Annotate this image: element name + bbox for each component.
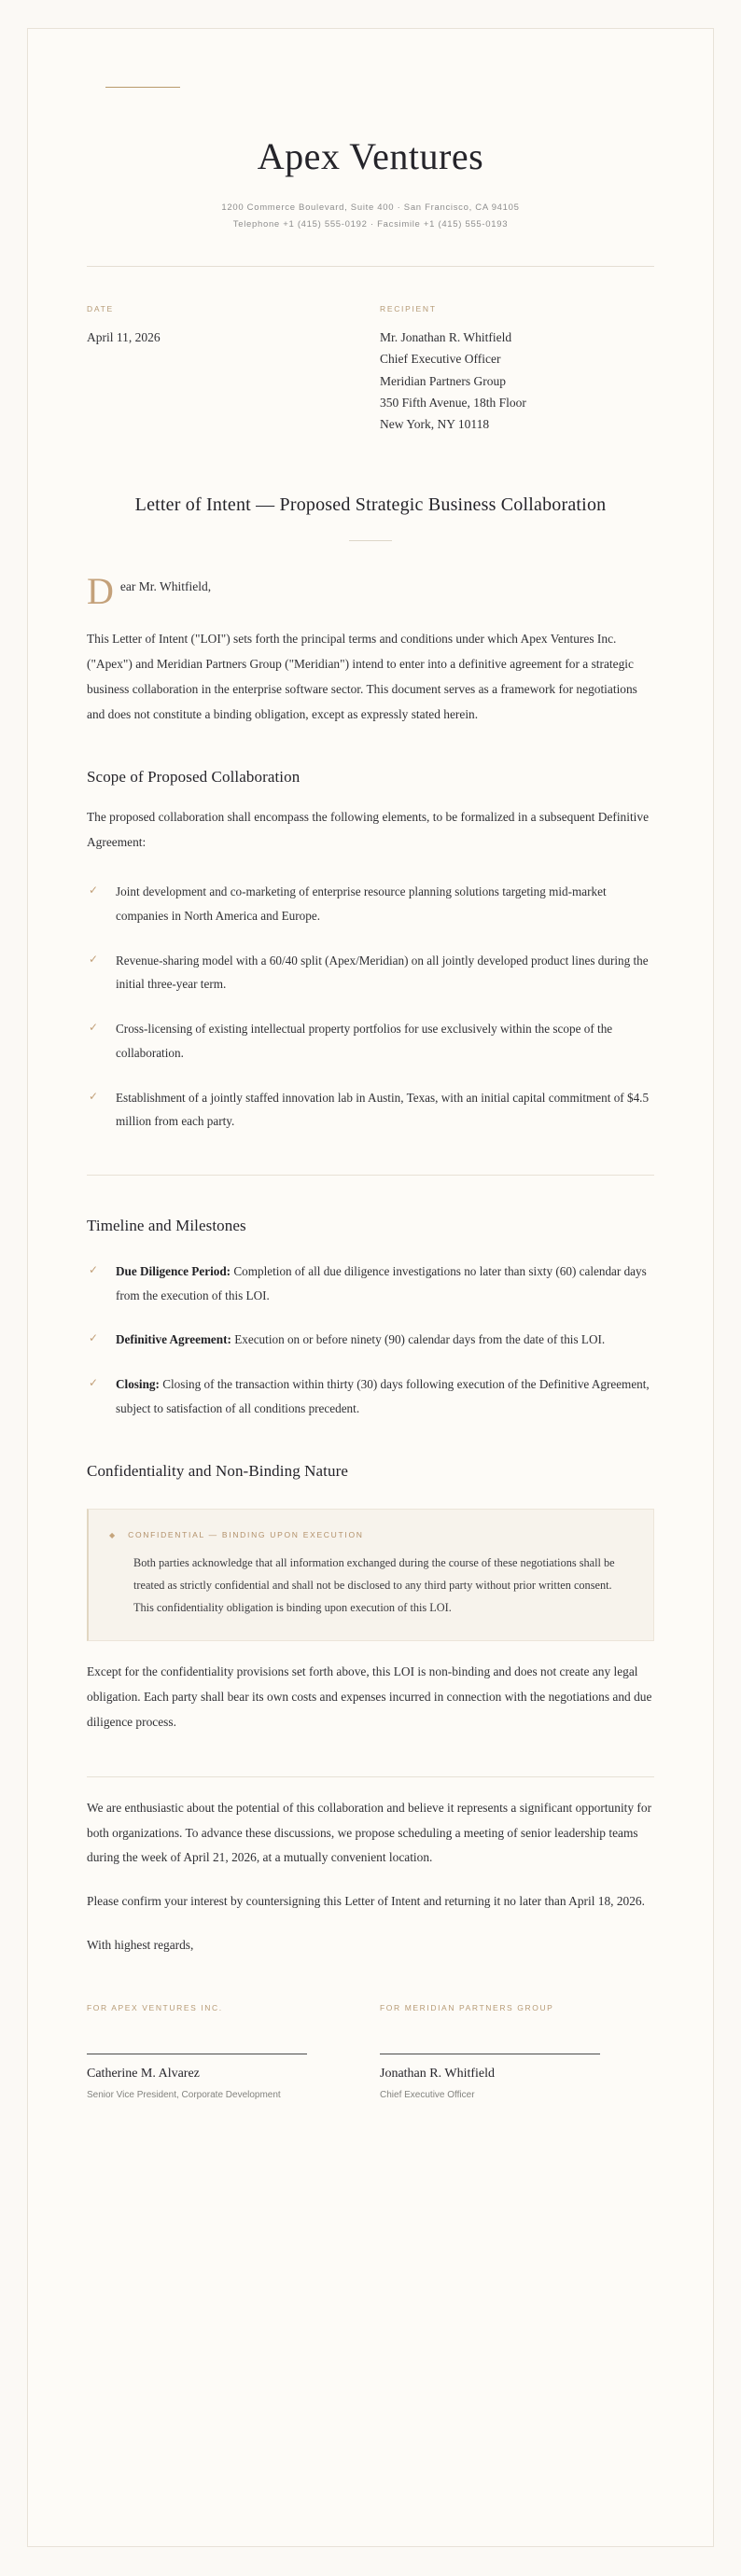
signature-left bbox=[87, 2003, 370, 2104]
timeline-heading: Timeline and Milestones bbox=[87, 1216, 246, 1234]
scope-intro: The proposed collaboration shall encompass the following elements, to be formalized in a subsequent Definitive Agreement: bbox=[87, 810, 650, 850]
list-item bbox=[87, 949, 654, 996]
drop-cap: D bbox=[87, 570, 114, 613]
valediction: With highest regards, bbox=[87, 1938, 194, 1953]
diamond-icon: ◆ bbox=[109, 1530, 116, 1539]
recipient-line: Meridian Partners Group bbox=[380, 373, 506, 388]
list-item bbox=[87, 880, 654, 927]
salutation bbox=[87, 570, 654, 613]
document-title: Letter of Intent — Proposed Strategic Business Collaboration bbox=[134, 494, 607, 516]
letter-meta bbox=[87, 304, 654, 435]
check-icon: ✓ bbox=[89, 1331, 99, 1345]
scope-heading: Scope of Proposed Collaboration bbox=[87, 768, 301, 787]
list-item-text: Execution on or before ninety (90) calendar days from the date of this LOI. bbox=[231, 1332, 606, 1347]
salutation-text: ear Mr. Whitfield, bbox=[119, 579, 212, 594]
recipient-line: 350 Fifth Avenue, 18th Floor bbox=[380, 395, 526, 410]
list-item-text: Establishment of a jointly staffed innovation lab in Austin, Texas, with an initial capital commitment of $4.5 million from each party. bbox=[116, 1090, 650, 1129]
list-item bbox=[87, 1086, 654, 1134]
check-icon: ✓ bbox=[89, 1021, 99, 1035]
list-item bbox=[87, 1017, 654, 1065]
recipient-line: Mr. Jonathan R. Whitfield bbox=[380, 330, 512, 345]
confidential-callout bbox=[87, 1509, 654, 1642]
recipient-line: Chief Executive Officer bbox=[380, 352, 501, 367]
non-binding-paragraph: Except for the confidentiality provisions set forth above, this LOI is non-binding and does not create any legal obligation. Each party shall bear its own costs and expenses incurred in connection with the negotiations and due diligence process. bbox=[87, 1664, 652, 1729]
accent-rule bbox=[105, 87, 180, 88]
letterhead-divider bbox=[87, 266, 654, 267]
letter-sheet bbox=[27, 28, 714, 2547]
list-item bbox=[87, 1372, 654, 1420]
signature-org: FOR MERIDIAN PARTNERS GROUP bbox=[380, 2002, 554, 2012]
list-item-lead-in: Due Diligence Period: bbox=[116, 1263, 231, 1278]
recipient-block bbox=[370, 304, 654, 435]
closing-paragraph-1: We are enthusiastic about the potential of this collaboration and believe it represents a significant opportunity for both organizations. To advance these discussions, we propose scheduling a meeting of senior leadership teams during the week of April 21, 2026, at a mutually convenient location. bbox=[87, 1800, 652, 1865]
list-item-text: Closing of the transaction within thirty (30) days following execution of the Definitive Agreement, subject to satisfaction of all conditions precedent. bbox=[116, 1377, 650, 1415]
list-item bbox=[87, 1260, 654, 1307]
list-item-text: Joint development and co-marketing of enterprise resource planning solutions targeting mid-market companies in North America and Europe. bbox=[116, 884, 607, 923]
company-address: 1200 Commerce Boulevard, Suite 400 · San Francisco, CA 94105 bbox=[221, 202, 520, 213]
list-item-text: Revenue-sharing model with a 60/40 split (Apex/Meridian) on all jointly developed product lines during the initial three-year term. bbox=[116, 953, 649, 992]
date-label: DATE bbox=[87, 304, 114, 314]
scope-timeline-divider bbox=[87, 1175, 654, 1176]
company-name: Apex Ventures bbox=[257, 135, 484, 177]
signature-org: FOR APEX VENTURES INC. bbox=[87, 2002, 223, 2012]
signature-name: Jonathan R. Whitfield bbox=[380, 2066, 495, 2081]
list-item-text: Cross-licensing of existing intellectual property portfolios for use exclusively within the scope of the collaboration. bbox=[116, 1022, 613, 1060]
title-divider bbox=[349, 540, 392, 541]
recipient-line: New York, NY 10118 bbox=[380, 417, 490, 431]
check-icon: ✓ bbox=[89, 884, 99, 898]
callout-header bbox=[109, 1530, 629, 1542]
signature-block bbox=[87, 2003, 654, 2104]
check-icon: ✓ bbox=[89, 952, 99, 966]
check-icon: ✓ bbox=[89, 1089, 99, 1103]
signature-title: Senior Vice President, Corporate Development bbox=[87, 2089, 281, 2100]
signature-title: Chief Executive Officer bbox=[380, 2089, 475, 2100]
closing-paragraph-2: Please confirm your interest by countersigning this Letter of Intent and returning it no later than April 18, 2026. bbox=[87, 1894, 645, 1909]
date-block bbox=[87, 304, 370, 435]
recipient-address bbox=[380, 327, 654, 435]
list-item-lead-in: Definitive Agreement: bbox=[116, 1332, 231, 1347]
letterhead bbox=[87, 74, 654, 267]
confidentiality-heading: Confidentiality and Non-Binding Nature bbox=[87, 1461, 348, 1480]
signature-name: Catherine M. Alvarez bbox=[87, 2066, 200, 2081]
scope-list bbox=[87, 880, 654, 1134]
list-item-text: Completion of all due diligence investigations no later than sixty (60) calendar days from the execution of this LOI. bbox=[116, 1263, 647, 1302]
list-item-lead-in: Closing: bbox=[116, 1377, 160, 1392]
callout-label: CONFIDENTIAL — BINDING UPON EXECUTION bbox=[128, 1529, 364, 1539]
closing-divider bbox=[87, 1776, 654, 1777]
check-icon: ✓ bbox=[89, 1262, 99, 1276]
timeline-list bbox=[87, 1260, 654, 1421]
callout-body: Both parties acknowledge that all information exchanged during the course of these negotiations shall be treated as strictly confidential and shall not be disclosed to any third party without prior written consent. This confidentiality obligation is binding upon execution of this LOI. bbox=[133, 1556, 615, 1615]
check-icon: ✓ bbox=[89, 1376, 99, 1390]
recipient-label: RECIPIENT bbox=[380, 304, 437, 314]
intro-paragraph: This Letter of Intent ("LOI") sets forth the principal terms and conditions under which Apex Ventures Inc. ("Apex") and Meridian Partners Group ("Meridian") intend to enter into a definitive agreement for a strategic business collaboration in the enterprise software sector. This document serves as a framework for negotiations and does not constitute a binding obligation, except as expressly stated herein. bbox=[87, 632, 637, 721]
date-value: April 11, 2026 bbox=[87, 330, 161, 345]
signature-right bbox=[370, 2003, 654, 2104]
list-item bbox=[87, 1328, 654, 1352]
company-phone-fax: Telephone +1 (415) 555-0192 · Facsimile +1 (415) 555-0193 bbox=[232, 218, 509, 230]
